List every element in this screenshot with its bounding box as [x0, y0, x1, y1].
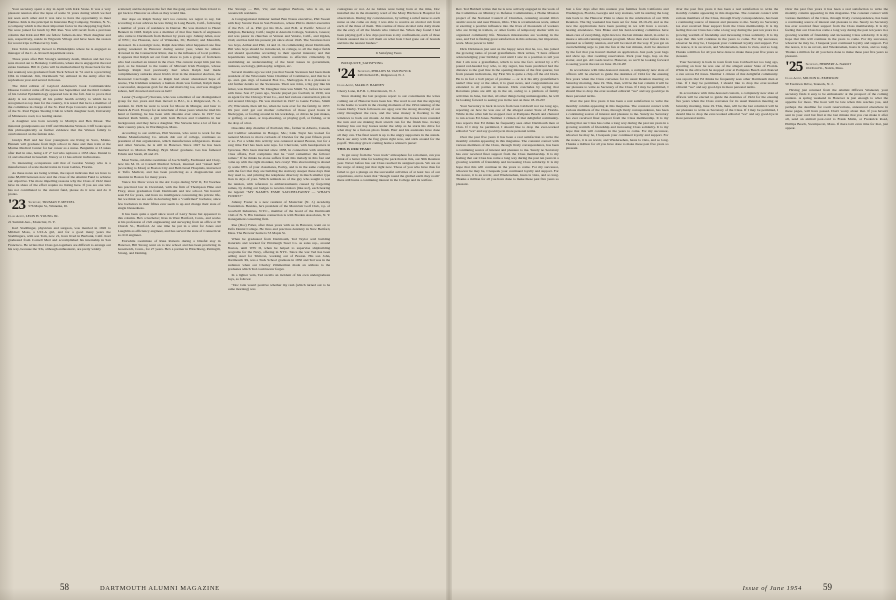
paragraph: Just a few days after this reunion you families from California and Washington, Florida, Georgia and way stations, will be starting the long trek back to the Hanover Plain to share in the celebration of our 30th Reunion. The big weekend has been set for June 18-19-20, and as the race the applications have been pouring in we will have a record-beating attendance. Wes Blake and his hard-working committee have taken care of everything, right down to the last minute detail, in order to insure a smooth running reunion program. More than ever before this is planned as a family reunion, and will be rated all the way. If you get an overwhelming urge to join the fun at the last minute, don't be deterred by the fact that you haven't mailed an application. Just pack your bags and show up. Our rooming reservation. Pack your bags, hop on the starter, and get. All roads lead to Hanover, so we'll be looking forward to seeing you in the rest on June 18-19-20!	[565, 7, 669, 67]
class-header	[785, 61, 888, 74]
paragraph: Having just returned from the Alumni Officers Weekend, your secretary finds it easy to be enthusiastic at the prospect of the coming reunion. A spring weekend in Hanover is just enough to whet the appetite for more. The hour will be late when this reaches you, and perhaps the deadline for room reservations, announced elsewhere in these pages, will have passed. Don't worry about that. If you haven't sent in your card but find at the last minute that you can make it after all, send an airmail post-card to Frank Malin, or Frederick Road, Phillips Beach, Swampscott, Mass. If there isn't even time for that, just appear.	[785, 87, 888, 130]
paragraph: Over the past five years it has been a real satisfaction to write the monthly column appearing in this magazine. The constant contact with various members of the Class, through lively correspondence, has been a continuing source of interest and pleasure to me. Surely no Secretary has ever received finer support from the Class membership. It is my feeling that our Class has come a long way during the past ten years in a growing warmth of friendship and increasing Class solidarity. It is my hope that this will continue in the years to come. For my successor, whoever he may be, I bespeak your continued loyalty and support. For the nonce, it is au revoir, and Wiedersehen, hasta la vista, and so long. Thanks a million for all you have done to make these past five years so pleasant.	[785, 7, 888, 58]
paragraph: Over the past five years it has been a real satisfaction to write the monthly column appearing in this magazine. The constant contact with various members of the Class, through lively correspondence, has been a continuing source of interest and pleasure to me. Surely no Secretary has ever received finer support from the Class membership. It is my feeling that our Class has come a long way during the past ten years in a growing warmth of friendship and increasing Class solidarity. It is my hope that this will continue in the years to come. For my successor, whoever he may be, I bespeak your continued loyalty and support. For the nonce, it is au revoir, and Wiedersehen, hasta la vista, and so long. Thanks a million for all you have done to make these past five years so pleasant.	[675, 7, 779, 58]
paragraph: In accordance with time-honored custom, a completely new slate of officers will be elected to guide the destinies of 1924 for the ensuing five years when the Class convenes for its usual Reunion meeting on Saturday morning, June 19. This, then, will be the last column it will be our pleasure to write as Secretary of the Class. If I may be permitted, I should like to drop the ever-worked editorial "we" and say good-bye in more personal terms.	[565, 68, 669, 98]
paragraph: In a lighter vein, Ted recalls an incident of his own undergraduate days, as follows:	[227, 272, 331, 281]
paragraph: The third edition of Gaylord Anderson's book Communicable Disease Control came off the press last September and the third volume of his Global Epidemiology appeared late in the fall. Just to prove that Andy is not devoting all his public health activity to which he is recognized as top man for the country, it is noted that he is a member of the committee in charge of the St. Paul Pops Concerts and is president of the St. Paul Figure Skating Club in which daughter Gail, University of Minnesota coed, is a leading skater.	[8, 83, 111, 118]
paragraph: Erstwhile roommate of Russ Roberts during a blissful stay in Hanover, Bill Strong went on to law school and has been practicing in Greenwich, Conn., for 27 years. He's a partner in Hirschberg, Pettingill, Strong, and Deming.	[117, 238, 221, 256]
paragraph: Your Secretary is back in town from Gus Caldwell not too long ago, reporting on how he was one of the alleged easter State of Florida. While in the olive belt he stopped over at Pompano Beach and chanced to run across Ed Jones. Number 1 citizen of that delightful community. Gus reports that Ed thinks he frequently sees other Dartmouth men at Clan. If I may be permitted, I should like to drop the ever-worked editorial "we" and say good-bye in more personal terms.	[675, 59, 779, 89]
paragraph: It has been quite a spell since word of Larry Stone but appeared to this column. He's a bachelor; lives in West Hartford, Conn., and works at his profession of civil engineering and surveying from an office at 39 Church St., Hartford. At one time he put in a stint for Jones and Laughlin as efficiency engineer, and has served the state of Connecticut as civil engineer.	[117, 211, 221, 237]
paragraph: To get away from the "race track" atmosphere for a moment, can you think of a better time for leading the pack than in this, our 30th Reunion year. Never before has our Class reached its assigned quota. We are on the verge of doing just that right now. Those of you who have thus far failed to get a plunge on the successful activities of at least two of our expatriates, and to learn that "though round the girdled earth they roam" there still burns a continuing interest in the College and its welfare.	[337, 152, 440, 183]
paragraph: Johnny Foster is a new resident of Montclair (N. J.) Academy Foundation. Besides, he's president of the Montclair Golf Club, v.p. of Goodwill Industries, N.Y.C., member of the board of the Dartmouth Club of N. Y. His business connection is with Borden Associates, N. Y. management consulting firm.	[227, 200, 331, 221]
paragraph: Our dope on Ralph Staley isn't too current, we regret to say, but according to last advices he was living in Long Beach, Calif., following a number of years of residence in Denver. He was married to Hazel Bennett in 1928. Ralph was a member of that fine bunch of engineers who came to Dartmouth from Denver by years ago: Johnny Allen, now of NYC; Joe Houston, now of Winnetka, Ill.; Bartlett; and Meredith, deceased. In a nostalgic note, Ralph describes what happened one fine spring weekend in Hanover during senior year, when he almost drowned in the Connecticut River, due to the influence of local politics. It appears that Ralph set out from shore to join a group of frolickers who had reached an island in the river. The current swept him just his goal, as he listened to the taunts of Mitzouri Irish Flanigan, whose feelings Ralph had previously hurt when Ralph had made complimentary remarks about Irish's rival in the maternal election, the Reverend Carclough. Just as Ralph had about abandoned hope of rescue, The Irishman relented, a human chain was formed, Ralph made a successful, desperate grab for the end man's big toe, and was dragged ashore, half drowned and sore as hell!	[117, 17, 221, 94]
column-8	[785, 7, 888, 555]
secretary-address: 104 Pond St., Natick, Mass.	[805, 66, 844, 71]
class-secretary	[358, 68, 412, 77]
class-year: '25	[785, 59, 803, 75]
paragraph: Your Secretary is back in town from Gus Caldwell not too long ago, reporting on how he was one of the alleged easter State of Florida. While in the olive belt he stopped over at Pompano Beach and chanced to run across Ed Jones. Number 1 citizen of that delightful community. Gus reports that Ed thinks he frequently sees other Dartmouth men at Clan. If I may be permitted, I should like to drop the ever-worked editorial "we" and say good-bye in more personal terms.	[456, 103, 559, 133]
paragraph: As these notes are being written, the report indicates that we have to raise $8,000 between now and the close of the Alumni Fund to achieve our objective. The more impelling reasons why the Class of 1922 must have its share of the effort require no listing here. If you are one who has not contributed to the current fund, please do it now and do it pronto.	[8, 170, 111, 196]
section-heading-satisfying-years: It Satisfying Years	[337, 48, 440, 58]
class-year: '24	[337, 65, 355, 82]
paragraph: Vance Ive Drew vows in the Air Corps during WW II, Ed Voorhee has practiced law in Cleveland, with the firm of Thompson Hine and Flory, since graduation from Dartmouth and law school. We haven't seen Ed for years, and have no intelligence concerning his private life, but we think we are safe in declaring him a "confirmed" bachelor, since few bachelors in their fifties ever seem to up and change their state of single blessedness.	[117, 180, 221, 210]
secretary-name: Secretary, HERBERT A. NAROT	[805, 62, 852, 66]
column-3	[228, 7, 331, 555]
paragraph: Lester ("Ledgood") Stevens, who was a member of our distinguished group for two years and then moved to B.U., is a Ridgewood, N. J., resident. In 1926 he went to work for Moore & Munger, and later to Penick & Ford. Except for an interlude of three years when he tried his hand at farming, he has been with Okonite ever since. In 1937 Les married Ruth Smith, a girl with both Brown and Columbia in her background, and they have a daughter. The Stevens have a lot of fun at their country place, in Worthington, Mass.	[117, 95, 221, 129]
paragraph: Since making the last progress report to our constituents the wires coming out of Hanover have been hot. The word is out that the sign ing is the home to watch in the closing moments of the 1954 running of the Green Derby. Track followers are agog over the strong showing of our entry throughout the race, and the wise money is flocking to the windows to back our mount. At this moment the horses have rounded the turn and are making their stretch run for the finish line. Jockey Ramsey has our hay horses under the whip as he starts his drive for what may be a furious photo finish. Harr and his assistants have done all they can. The final result is up to the ungry supporters in the stands. Back our entry with the flag given right now, and stick around for the payoff. This may give it coming home a winner's purse!	[337, 94, 440, 146]
class-agent: Class Agent, MILTON K. EMERSON	[785, 76, 839, 80]
class-block-1925	[785, 61, 888, 74]
right-page-footer	[456, 582, 888, 592]
column-5	[456, 7, 559, 555]
paragraph: Over the past five years it has been a real satisfaction to write the monthly column appearing in this magazine. The constant contact with various members of the Class, through lively correspondence, has been a continuing source of interest and pleasure to me. Surely no Secretary has ever received finer support from the Class membership. It is my feeling that our Class has come a long way during the past ten years in a growing warmth of friendship and increasing Class solidarity. It is my hope that this will continue in the years to come. For my successor, whoever he may be, I bespeak your continued loyalty and support. For the nonce, it is au revoir, and Wiedersehen, hasta la vista, and so long. Thanks a million for all you have done to make these past five years so pleasant.	[565, 99, 669, 150]
paragraph: In accordance with time-honored custom, a completely new slate of officers will be elected to guide the destinies of 1924 for the ensuing five years when the Class convenes for its usual Reunion meeting on Saturday morning, June 19. This, then, will be the last column it will be our pleasure to write as Secretary of the Class. If I may be permitted, I should like to drop the ever-worked editorial "we" and say good-bye in more personal terms.	[675, 90, 779, 121]
class-block-1923	[8, 199, 111, 212]
class-agent-address: 21 Summit Ave., Montclair, N. Y.	[8, 219, 56, 224]
class-secretary	[806, 61, 852, 70]
paragraph: According to our archives, Phil Stevens, who went to work for the Maine Manufacturing Co. smack dab out of college, continues as president of that organization, which manufactures refrigerators. Rouse and other Stevens, he is still in Hanover. Since 1927 he has been married to Marion Bradley, Bryn Mawr graduate. Les has fathered Edwin and Sarah, 26 and 23.	[117, 130, 221, 156]
left-page-columns	[8, 7, 440, 555]
paragraph: Several months ago we told you that Swede Swanson had been made president of the Wisconsin State Chamber of Commerce, and that he is up- and- gen. mgr. of General Box Co., Sheboygan. It is a pleasure to add further details re: the Swansons. Their son John, a big guy like his father, was Dartmouth '50. Daughter Jane was Smith '51, before he went with June. Son 27 years ago, Swede played pro football, in 1930, was an agent for the Chicago Trust Co., and had various construction jobs in and around Chicago. He was married in 1927 to Genie Forbes, Smith '25; Wisconsin, then tell he, when he took over for the family, in 1937. We just can't get our mother collection of those good hours in Sheboygan, or fooling around in his workshop, or drives he just makes, or golfing, or skeet, or trap-shooting, or playing golf, or fishing, or in the drop of a hat.	[227, 69, 331, 125]
column-2	[118, 7, 221, 555]
page-number: 59	[823, 582, 832, 592]
class-agent: Class Agent, LEON H. YOUNG JR.	[8, 214, 59, 218]
column-7	[676, 7, 779, 555]
secretary-address: 576 Maple St., Winnetka, Ill.	[28, 204, 68, 209]
paragraph: One-time ship chandler of Portland, Me., farmer in Alberta, Canada, and Cadillac salesman in Bangor, Me.; Link Tuyst has looked for General Motors to move carloads of Chevies for the past fifteen years or so. For a while this activity was centered around Boston, but for a long time Earl has been sent reps. for Chevrolet, with headquarters in Syracuse. He's been married since 1938, in connection with attending Class affairs, Earl complains that he "can't remember the fellows' names." If he thinks he alone suffers from this malady in this fast and come up with the right moniker, he's crazy! This shortcoming is shared by some 98% of your classmates, Earlsy, and is in the same company with the fact that they are building the stairway steeper these days than they used to, and printing the telephone directory in much smaller type than in days of yore. Which reminds us of the guy who sought to test the tension, with reference to embarrassments caused by forgetting names, by doling out badges to receive-visitors (like us!), each bearing the legend: "MY NAME'S ESME SATCHELFANNY — WHAT'S YOURS?"	[227, 126, 331, 199]
paragraph: Karl Stadtlinger, physician and surgeon, was married in 1926 to Mildred Moss, a UCLA girl, and for a good many years the Stadtlingers, with son Tom, now 21, have lived in Burbank, Calif. Karl graduated from Cornell Med and accomplished his internship in San Francisco. He writes that Class get-togethers are difficult to arrange out his way, because the '23s, although enthusiastic, are pretty widely	[8, 225, 111, 251]
class-agent: Class Agent, MARK F. BARNEY	[337, 82, 385, 87]
paragraph: Rev. Ted Hubbell writes that he is now actively engaged in the work of the Committee on Ministry to Defense Communities, a Home Mission project of the National Council of Churches, centering around Otis's atomic area in and near Pinzon, Ohio. This is a tremendous work, aimed at exerting a positive influence into the lives of thousands of workers who are living in trailers, or other forms of temporary shelter with no organized community life. Nineteen missionaries are working in the area, and Ted is finding great satisfaction in this arduous, but important, work. More power to him!	[456, 7, 559, 45]
right-page-columns	[456, 7, 888, 555]
left-page-footer	[8, 582, 440, 592]
paragraph: Three years after Bill Strong's untimely death, Marion and her two sons moved out to Berkeley, California, where she is engaged in the real estate business. Bill Jr. (who will be memorialized by those back for the last reunion) was graduated from Tuck School in '51 and is a practicing CPA in Oakland. Jim, Dartmouth '52, enlisted in the Army after his sophomore year and served in Korea.	[8, 56, 111, 82]
column-4	[337, 7, 440, 555]
paragraph: Most Yarns, old-time roommate of Joe Schlafly, Ferdinand and Clary, now his M. D. at Cornell Medical School, interned and "raised hell" (according to Most) at Boston City and Beth Israel Hospitals, instructed at Tufts Medical, and has been practicing as a diagnostician and internist in Boston for many years.	[117, 157, 221, 179]
page-number: 58	[60, 582, 69, 592]
column-6	[566, 7, 669, 555]
class-secretary	[28, 199, 74, 208]
paragraph: Dick Dickinson just sent us the happy news that he, too, has joined the growing ranks of proud grandfathers. Dick writes, "I have offered acknowledging your birthday card until I saw in a position to tell you that I am now a grandfather, which is now the fact. arrived by a 6½ pound red-headed boy who, to my regret, has been predicted had the distance to the goal line in the opening minutes of the first quarter, but from present indications, my First Six is quite a chip off the old block. He is in fact a ball player of promise — or is it his silly grandfather's name? One way or the other, it is great news, and congratulations are extended to all parties at interest. Dick concludes by saying that Rotarians plans are still up in the air, owing to a plethora of family activities in June, but that, all other things being unmanageable, he will be looking forward to seeing you in the rest on June 18-19-20!	[456, 46, 559, 102]
paragraph: scattered; and he deplores the fact that the gang out there finds it hard to get back to Hanover as often as they would like.	[117, 7, 221, 16]
right-page	[448, 0, 896, 600]
paragraph: Don Tobin recently moved to Philadelphia where he is engaged as manager of the C. A. Rowell department store.	[8, 46, 111, 55]
running-head: Issue of June 1954	[742, 585, 802, 592]
class-header	[8, 199, 111, 212]
paragraph: When he graduated from Dartmouth, Ted Taylor sold building materials and worked for Pittsburgh Steel Co. as sales rep., around Boston, until WW II, when he helped to supervise shipbuilding programs for the Navy, offering in NYC. Since the war Ted has been selling steel for Trimcon, working out of Boston. His son John, Dartmouth '49, was a Tuck School graduate in 1950 and Ted was in the audience when our Charley Zimmerman made an address to the graduates which Ted could never forget.	[227, 237, 331, 271]
paragraph: The Strongs — Bill, Viv, and daughter Barbara, who is an, are Greenwich residents.	[227, 7, 331, 16]
class-year: '23	[8, 197, 26, 213]
callout-line: THIS IS OUR YEAR!	[337, 146, 371, 151]
class-block-1924	[337, 65, 440, 82]
paragraph: Gladys Hall and her four youngsters are living in Saco, Maine. Hannah will graduate from high school in June and then train at the Marine Medical Center for her career as a nurse. Benjamin at 13 takes after Red in size, being a 6' 2" lad who replaces a 1953 shoe. Daniel is 11 and absorbed in baseball. Nancy at 11 has artistic inclinations.	[8, 137, 111, 159]
paragraph: Over the past five years it has been a real satisfaction to write the monthly column appearing in this magazine. The constant contact with various members of the Class, through lively correspondence, has been a continuing source of interest and pleasure to me. Surely no Secretary has ever received finer support from the Class membership. It is my feeling that our Class has come a long way during the past ten years in a growing warmth of friendship and increasing Class solidarity. It is my hope that this will continue in the years to come. For my successor, whoever he may be, I bespeak your continued loyalty and support. For the nonce, it is au revoir, and Wiedersehen, hasta la vista, and so long. Thanks a million for all you have done to make these past five years so pleasant.	[456, 134, 559, 186]
paragraph: Rae (Doc) Faber, after three years with us in Hanover, went on to Tufts Dental College. He lives and practices dentistry in New Bedford, Mass. The Browns' home is 53 Maple St.	[227, 222, 331, 236]
paragraph: "Doc Gile wasn't positive whether my rash (which turned out to be some morning) was	[227, 282, 331, 291]
class-header	[337, 65, 440, 82]
secretary-address: 248 Orchard Pl., Ridgewood, N. J.	[357, 73, 405, 78]
paragraph: BOXQUOTE_SATISFYING	[341, 60, 383, 65]
paragraph: To interesting occupations add that of Gordon Varney who is a manufacturer of scale model trains in Crest Gables, Florida.	[8, 160, 111, 169]
paragraph: A Congregational minister named Ben Nouss executive, Phil Sweett with Kay Swartz lives in San Francisco, where Phil is district executive of the B.S. of A. Phil got his M.A. and B.D. at Pacific School of Religion, Berkeley, Calif.; taught at Anatolia College, Salonica, Greece; and was pastor in churches at Vernon and Venice, Calif., and Ogden, Utah; and has held his present job since about 1943. The Swartzes have two boys, Arthur and Phil, 14 and 11. In commenting about Dartmouth, Phil who boys should be introduced, in college, to all the major fields and should specialize according to their special interests; and that departments teaching which contributes to effective citizenship by establishing an understanding of the basic issues in government, business, sociology, philosophy, religion, etc.	[227, 17, 331, 68]
secretary-name: Secretary, PHILLIPS M. VAN BUYCK	[357, 68, 412, 73]
paragraph: A daughter was born recently to Marilyn and Ben Moser. The maternal grandparents are Cliff and Madeleine Watson. Cliff looks upon this philosophically as further evidence that the Watson family is overbalanced on the female side.	[8, 119, 111, 136]
paragraph: contagious or not. At no babies were being born at the time, Doc installed me in the maternity ward of the Mary Hitchcock Hospital for observation. During my convalescence, by telling a relief nurse to each nurse as she came on duty, I was able to receive an alcohol rub from each of the three of them. This routine of three alcohol rubs daily made me the envy of all the friends who visited me. When they found I had been playing golf a few days previous to my confinement, each of three friends assured me to tell them on what hole I had gone out of bounds and into the nearest bushes."	[337, 7, 440, 45]
folio-wrap-right	[823, 582, 832, 592]
paragraph: Your secretary spent a day in April with Kirk Stone. It was a very pleasant reunion after the lapse of some 31 years during which we had not seen each other and it was nice to have the opportunity to meet Pauline. Kirk is the principal in Interstate Bag Company, Walden, N. Y., a company which is the most important factor in the shopping bag field. We were joined for lunch by Bill Ree. You will recall from a previous column that Kirk and Bill are fellow fathers-in-law. Their daughter and son, respectively, reside in Wigwam Village and have been the reason for recent trips to Hanover by both.	[8, 7, 111, 45]
class-agent-address: Cherry Lane, R.F.D. 1, Morristown, N. J.	[337, 88, 396, 93]
folio-wrap-left	[60, 582, 69, 592]
column-1	[8, 7, 111, 555]
class-agent-address: 50 Eastlawn Drive, Teaneck, N. J.	[785, 81, 834, 86]
running-head: DARTMOUTH ALUMNI MAGAZINE	[100, 585, 220, 592]
secretary-name: Secretary, TRUMAN Y. METZEL	[28, 200, 75, 204]
